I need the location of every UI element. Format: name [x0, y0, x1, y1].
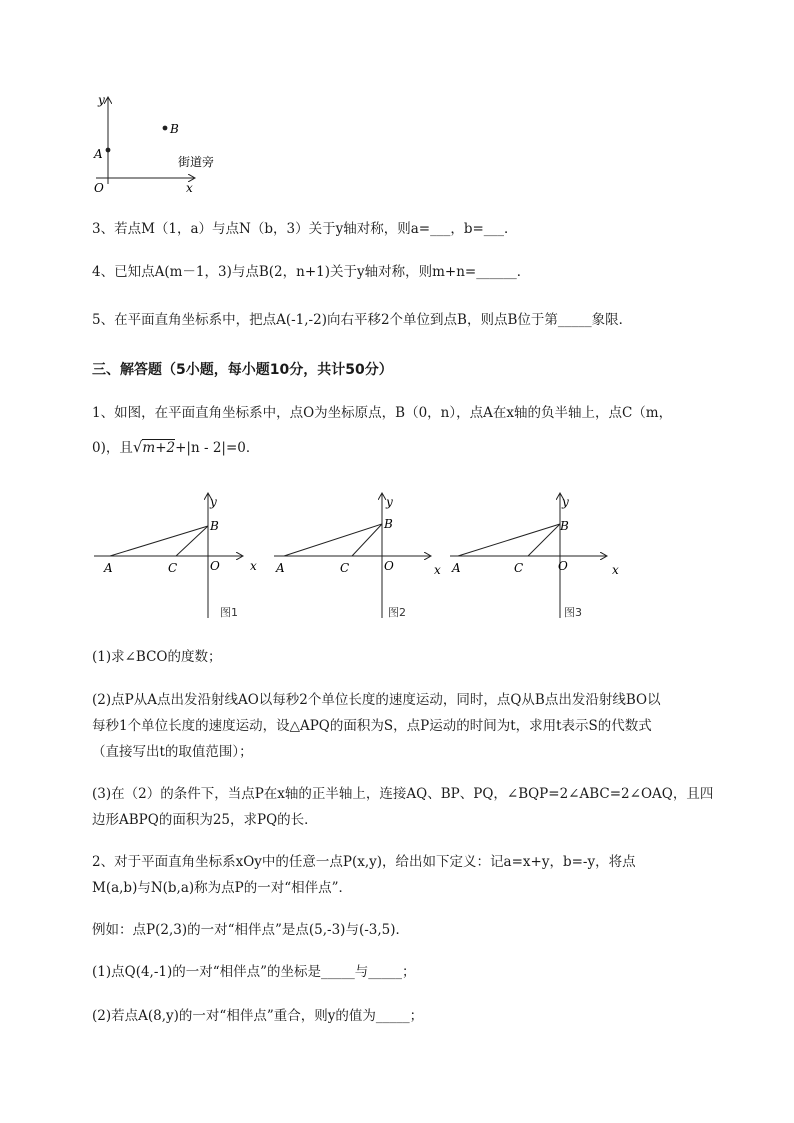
problem-2-part-2: (2)若点A(8,y)的一对“相伴点”重合，则y的值为_____；: [92, 1008, 424, 1024]
figure-3-caption: 图3: [564, 606, 582, 619]
problem-1-part-1: (1)求∠BCO的度数；: [92, 649, 222, 665]
figure-3-x-label: x: [612, 563, 619, 577]
problem-1-part-2-line-1: (2)点P从A点出发沿射线AO以每秒2个单位长度的速度运动，同时，点Q从B点出发沿射线BO以: [92, 692, 661, 708]
point-a-label: A: [94, 147, 103, 161]
figure-3: [450, 494, 619, 619]
figure-3-c-label: C: [514, 561, 524, 575]
point-a-dot: [106, 148, 111, 153]
problem-1-part-2-line-2: 每秒1个单位长度的速度运动，设△APQ的面积为S，点P运动的时间为t，求用t表示S的代数式: [92, 718, 652, 734]
figure-1-c-label: C: [168, 561, 178, 575]
figure-3-o-label: O: [558, 559, 568, 573]
figure-2-a-label: A: [276, 561, 285, 575]
figure-3-b-label: B: [560, 519, 569, 533]
point-b-dot: [163, 126, 168, 131]
problem-2-example: 例如：点P(2,3)的一对“相伴点”是点(5,-3)与(-3,5)．: [92, 922, 410, 938]
question-5: 5、在平面直角坐标系中，把点A(-1,-2)向右平移2个单位到点B，则点B位于第_____象限．: [92, 312, 633, 328]
figure-1-o-label: O: [210, 559, 220, 573]
sqrt-sign: √: [132, 438, 143, 456]
question-3: 3、若点M（1，a）与点N（b，3）关于y轴对称，则a=___，b=___．: [92, 221, 518, 237]
figure-2-c-label: C: [340, 561, 350, 575]
figure-1-b-label: B: [210, 519, 219, 533]
problem-2-part-1: (1)点Q(4,-1)的一对“相伴点”的坐标是_____与_____；: [92, 964, 416, 980]
origin-label: O: [94, 181, 104, 195]
figure-1-x-label: x: [250, 559, 257, 573]
figure-2-caption: 图2: [388, 606, 406, 619]
problem-2-line-2: M(a,b)与N(b,a)称为点P的一对“相伴点”．: [92, 880, 353, 896]
figure-2-b-label: B: [384, 517, 393, 531]
figure-1: [94, 494, 257, 619]
figure-2: [274, 494, 441, 619]
figure-3-y-label: y: [562, 495, 569, 509]
figure-1-side-ab: [110, 526, 208, 556]
sqrt-radicand: m+2: [142, 440, 176, 456]
figure-3-a-label: A: [452, 561, 461, 575]
problem-1-part-3-line-2: 边形ABPQ的面积为25，求PQ的长．: [92, 812, 318, 828]
problem-1-line-2-prefix: 0)，且: [92, 440, 133, 456]
question-4: 4、已知点A(m－1，3)与点B(2，n+1)关于y轴对称，则m+n=______．: [92, 264, 531, 280]
y-axis-label: y: [98, 93, 105, 107]
problem-1-line-2-suffix: +|n - 2|=0．: [175, 440, 260, 456]
figure-2-y-label: y: [386, 495, 393, 509]
problem-1-part-2-line-3: （直接写出t的取值范围）；: [92, 744, 253, 760]
problem-1-line-1: 1、如图，在平面直角坐标系中，点O为坐标原点，B（0，n），点A在x轴的负半轴上，点C（m，: [92, 405, 673, 421]
problem-1-line-2: [92, 437, 259, 458]
street-coordinate-figure: [86, 92, 226, 198]
figure-2-o-label: O: [384, 559, 394, 573]
figure-1-a-label: A: [104, 561, 113, 575]
problem-2-line-1: 2、对于平面直角坐标系xOy中的任意一点P(x,y)，给出如下定义：记a=x+y，b=-y，将点: [92, 854, 636, 870]
x-axis-label: x: [186, 181, 193, 195]
figure-2-x-label: x: [434, 563, 441, 577]
point-b-label: B: [170, 122, 179, 136]
street-label: 街道旁: [178, 155, 215, 169]
problem-1-part-3-line-1: (3)在（2）的条件下，当点P在x轴的正半轴上，连接AQ、BP、PQ，∠BQP=2∠ABC=2∠OAQ，且四: [92, 786, 714, 802]
section-3-heading: 三、解答题（5小题，每小题10分，共计50分）: [92, 362, 393, 378]
figure-1-caption: 图1: [220, 606, 238, 619]
figure-1-y-label: y: [210, 495, 217, 509]
triangle-figures: [90, 490, 630, 625]
